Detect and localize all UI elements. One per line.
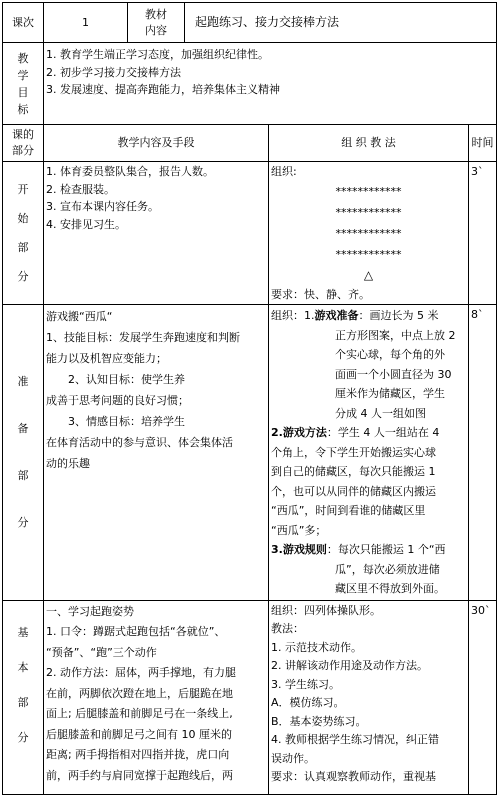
prep-label-char: 部 (17, 469, 29, 483)
prep-method-line: “西瓜”多； (271, 523, 327, 537)
basic-content-line: 在前，两脚依次蹬在地上，后腿跪在地 (46, 686, 233, 700)
basic-content-line: 一、学习起跑姿势 (46, 604, 134, 618)
prep-content-line: 动的乐趣 (46, 457, 90, 470)
prep-part-method (269, 305, 469, 601)
prep-content-line: 游戏搬“西瓜“ (46, 310, 113, 323)
prep-setup-line: ：画边长为 5 米 (358, 309, 439, 322)
prep-game-rule (271, 540, 466, 560)
prep-label-char: 准 (17, 375, 29, 389)
prep-method-line: “西瓜”，时间到看谁的储藏区里 (271, 504, 426, 517)
objectives-label-char: 学 (17, 68, 29, 82)
column-header-row (3, 125, 497, 162)
objectives-label-char: 目 (17, 85, 29, 99)
prep-part-time: 8` (469, 305, 497, 601)
prep-content-line: 3、情感目标：培养学生 (68, 415, 185, 428)
formation-row: ************ (335, 247, 402, 261)
prep-rule-line: ：每次只能搬运 1 个“西 (326, 543, 446, 556)
basic-method-line: 教法： (271, 622, 304, 635)
prep-label-char: 分 (17, 516, 29, 530)
teacher-triangle-icon: △ (363, 267, 374, 282)
start-part-content (44, 162, 269, 305)
column-part (3, 125, 44, 162)
basic-part-time: 30` (469, 600, 497, 794)
column-content: 教学内容及手段 (44, 125, 269, 162)
textbook-label-line2: 内容 (145, 23, 167, 37)
prep-content-line: 2、认知目标：使学生养 (68, 373, 185, 386)
prep-content-line: 成善于思考问题的良好习惯； (46, 394, 189, 407)
prep-setup-line: 分成 4 人一组如图 (335, 406, 426, 420)
start-part-row (3, 162, 497, 305)
prep-content-line: 在体育活动中的参与意识、体会集体活 (46, 436, 233, 449)
start-part-label (3, 162, 44, 305)
column-part-line1: 课的 (12, 128, 34, 141)
basic-content-line: “预备”、“跑”三个动作 (46, 645, 157, 659)
start-label-char: 分 (17, 270, 29, 283)
textbook-label (128, 3, 185, 43)
prep-content-line: 能力以及机智应变能力； (46, 352, 167, 365)
basic-content-line: 面上; 后腿膝盖和前脚足弓在一条线上, (46, 707, 233, 720)
prep-part-row (3, 305, 497, 601)
prep-method-line: 个角上，令下学生开始搬运实心球 (271, 445, 436, 459)
basic-part-label (3, 600, 44, 794)
prep-rule-line: 瓜”，每次必须放进储 (335, 562, 440, 576)
start-content-item: 3. 宣布本课内容任务。 (46, 200, 159, 213)
formation-diagram (271, 181, 466, 286)
basic-content-line: 1. 口令：蹲踞式起跑包括“各就位”、 (46, 625, 226, 638)
prep-part-content (44, 305, 269, 601)
formation-row: ************ (335, 184, 402, 198)
prep-setup-title: 游戏准备 (314, 309, 359, 322)
basic-content-line: 距离; 两手拇指相对四指并拢，虎口向 (46, 748, 230, 761)
prep-method-line: 到自己的储藏区，每次只能搬运 1 (271, 465, 436, 478)
prep-part-label (3, 305, 44, 601)
objectives-row (3, 43, 497, 125)
column-method: 组 织 教 法 (269, 125, 469, 162)
start-org-label: 组织: (271, 165, 297, 178)
prep-setup-line: 个实心球，每个角的外 (335, 348, 445, 361)
basic-method-line: 组织：四列体操队形。 (271, 603, 381, 617)
start-part-time: 3` (469, 162, 497, 305)
basic-label-char: 本 (17, 660, 29, 674)
column-part-line2: 部分 (12, 144, 34, 157)
formation-row: ************ (335, 226, 402, 240)
prep-rule-title: 3.游戏规则 (271, 543, 327, 556)
basic-part-row (3, 600, 497, 794)
prep-method-line: 个，也可以从同伴的储藏区内搬运 (271, 484, 436, 498)
basic-method-line: 1. 示范技术动作。 (271, 640, 362, 654)
prep-setup-line: 厘米作为储藏区，学生 (335, 387, 445, 400)
basic-method-line: 误动作。 (271, 751, 315, 765)
basic-content-line: 前，两手约与肩同宽撑于起跑线后，两 (46, 768, 233, 782)
start-content-item: 2. 检查服装。 (46, 182, 115, 196)
basic-method-line: 2. 讲解该动作用途及动作方法。 (271, 659, 428, 672)
formation-row: ************ (335, 205, 402, 219)
start-label-char: 开 (17, 183, 29, 196)
column-time: 时间 (469, 125, 497, 162)
prep-org-prefix: 组织：1. (271, 309, 315, 322)
lesson-label: 课次 (3, 3, 44, 43)
basic-content-line: 后腿膝盖和前脚足弓之间有 10 厘米的 (46, 727, 232, 741)
header-row (3, 3, 497, 43)
start-content-item: 1. 体育委员整队集合，报告人数。 (46, 165, 214, 178)
prep-label-char: 备 (17, 422, 29, 436)
basic-method-line: 要求：认真观察教师动作，重视基 (271, 770, 436, 783)
start-content-item: 4. 安排见习生。 (46, 217, 126, 231)
objective-item: 2. 初步学习接力交接棒方法 (46, 65, 181, 79)
start-requirement: 要求：快、静、齐。 (271, 287, 370, 301)
objective-item: 1. 教育学生端正学习态度，加强组织纪律性。 (46, 48, 269, 61)
objectives-label-char: 标 (17, 102, 29, 116)
prep-content-line: 1、技能目标：发展学生奔跑速度和判断 (46, 331, 240, 344)
prep-game-setup (271, 306, 466, 326)
start-part-method (269, 162, 469, 305)
prep-method-title: 2.游戏方法 (271, 426, 327, 439)
prep-game-method (271, 423, 466, 443)
objectives-list (44, 43, 497, 125)
lesson-plan-table (2, 2, 497, 795)
objective-item: 3. 发展速度、提高奔跑能力，培养集体主义精神 (46, 83, 280, 96)
basic-part-method (269, 600, 469, 794)
basic-method-line: 3. 学生练习。 (271, 677, 340, 691)
prep-rule-line: 藏区里不得放到外面。 (335, 582, 445, 595)
basic-label-char: 分 (17, 730, 29, 744)
start-label-char: 始 (17, 212, 29, 225)
basic-label-char: 基 (17, 625, 29, 639)
basic-label-char: 部 (17, 695, 29, 709)
basic-method-line: B．基本姿势练习。 (271, 714, 367, 728)
basic-method-line: A．模仿练习。 (271, 696, 345, 709)
textbook-content: 起跑练习、接力交接棒方法 (185, 3, 497, 43)
basic-content-line: 2. 动作方法：屈体，两手撑地，有力腿 (46, 666, 236, 679)
start-label-char: 部 (17, 241, 29, 254)
basic-method-line: 4. 教师根据学生练习情况，纠正错 (271, 733, 439, 746)
prep-setup-line: 正方形图案，中点上放 2 (335, 328, 456, 342)
textbook-label-line1: 教材 (145, 7, 167, 21)
basic-part-content (44, 600, 269, 794)
lesson-number: 1 (44, 3, 128, 43)
prep-setup-line: 面画一个小圆直径为 30 (335, 367, 452, 381)
objectives-label-char: 教 (17, 51, 29, 65)
prep-method-line: ：学生 4 人一组站在 4 (326, 426, 440, 439)
objectives-label (3, 43, 44, 125)
